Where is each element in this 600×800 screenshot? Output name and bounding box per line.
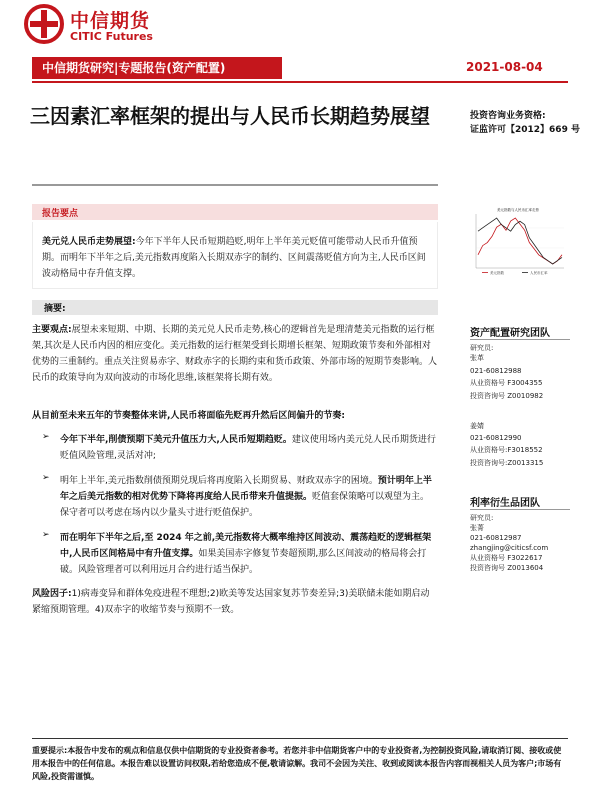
risk-factors-text: 1)病毒变异和群体免疫进程不理想;2)欧美等发达国家复苏节奏差异;3)美联储未能如期启动紧缩预期管理。4)双赤字的收缩节奏与预期不一致。 [32, 589, 430, 615]
bullet-bold: 而在明年下半年之后,至 2024 年之前,美元指数将大概率维持区间波动、震荡趋贬的逻辑框架中,人民币区间格局中有升值支撑。 [60, 533, 432, 559]
summary-lead: 美元兑人民币走势展望: [42, 237, 136, 247]
chart-series-line-0 [478, 218, 562, 264]
footer-divider [32, 738, 568, 739]
abstract-header [32, 300, 438, 315]
bullet-pre: 明年上半年,美元指数削债预期兑现后将再度陷入长期贸易、财政双赤字的困境。 [60, 476, 378, 486]
member-phone: 021-60812987 [470, 534, 522, 542]
title-divider [32, 184, 438, 186]
summary-tag-label: 报告要点 [42, 209, 79, 219]
abstract-header-label: 摘要: [44, 304, 66, 314]
chart-title: 美元指数与人民币汇率走势 [497, 208, 539, 212]
member-cert: 投资咨询号 Z0013604 [470, 564, 544, 572]
bullet-item [60, 432, 438, 464]
bullet-bold: 预计明年上半年之后美元指数的相对优势下降将再度给人民币带来升值提振。 [60, 476, 432, 502]
qualification-value: 证监许可【2012】669 号 [470, 125, 580, 135]
bullet-text: 如果美国赤字修复节奏超预期,那么区间波动的格局将会打破。风险管理者可以利用远月合约进行适当保护。 [60, 549, 427, 575]
report-title: 三因素汇率框架的提出与人民币长期趋势展望 [30, 104, 430, 128]
member-cert: 从业资格号 F3022617 [470, 554, 543, 562]
chart-series-line-1 [478, 218, 562, 264]
disclaimer: 重要提示:本报告中发布的观点和信息仅供中信期货的专业投资者参考。若您并非中信期货客户中的专业投资者,为控制投资风险,请取消订阅、接收或使用本报告中的任何信息。本报告难以设置访问权限,若给您造成不便,敬请谅解。我司不会因为关注、收到或阅读本报告内容而视相关人员为客户;市场有风险,投资需谨慎。 [32, 746, 562, 781]
member-cert: 从业资格号:F3018552 [470, 446, 543, 454]
risk-factors-lead: 风险因子: [32, 589, 72, 599]
report-category-banner: 中信期货研究|专题报告(资产配置) [32, 57, 282, 79]
qualification-label: 投资咨询业务资格: [470, 111, 546, 121]
member-name: 张菁 [470, 524, 484, 532]
member-name: 姜婧 [470, 422, 484, 430]
team2-title: 利率衍生品团队 [470, 498, 540, 509]
member-phone: 021-60812990 [470, 434, 522, 442]
main-viewpoint-lead: 主要观点: [32, 325, 72, 335]
logo-chinese-name: 中信期货 [70, 10, 151, 32]
team1-role: 研究员: [470, 344, 494, 352]
risk-factors [32, 586, 438, 618]
bullet-bold: 今年下半年,削债预期下美元升值压力大,人民币短期趋贬。 [60, 435, 292, 445]
team1-divider [470, 339, 570, 340]
logo-english-name: CITIC Futures [70, 30, 153, 43]
bullet-text: 建议使用场内美元兑人民币期货进行贬值风险管理,灵活对冲; [60, 435, 436, 461]
chart-legend-label: 美元指数 [490, 271, 504, 275]
rhythm-heading: 从目前至未来五年的节奏整体来讲,人民币将面临先贬再升然后区间偏升的节奏: [32, 411, 346, 421]
summary-tag [32, 204, 438, 220]
citic-logo-icon [24, 4, 64, 44]
bullet-arrow-icon: ➢ [42, 432, 50, 442]
bullet-arrow-icon: ➢ [42, 530, 50, 540]
member-cert: 从业资格号 F3004355 [470, 379, 543, 387]
header-divider [32, 81, 568, 83]
main-viewpoint-text: 展望未来短期、中期、长期的美元兑人民币走势,核心的逻辑首先是理清楚美元指数的运行框架,其次是人民币内因的相应变化。美元指数的运行框架受到长期增长框架、短期政策节奏和外部相对优势的三重制约。重点关注贸易赤字、财政赤字的长期约束和货币政策、外部市场的短期节奏影响。人民币的政策导向为双向波动的市场化思维,该框架将长期有效。 [32, 325, 438, 383]
summary-body: 今年下半年人民币短期趋贬,明年上半年美元贬值可能带动人民币升值预期。而明年下半年之后,美元指数再度陷入长期双赤字的制约、区间震荡贬值方向为主,人民币区间波动格局中存升值支撑。 [42, 237, 426, 279]
chart-legend-label: 人民币汇率 [530, 271, 548, 275]
bullet-item [60, 530, 438, 578]
report-date: 2021-08-04 [466, 60, 543, 74]
bullet-text: 贬值套保策略可以观望为主。保守者可以考虑在场内以少量头寸进行贬值保护。 [60, 492, 430, 518]
bullet-item [60, 473, 438, 521]
team2-role: 研究员: [470, 514, 494, 522]
member-cert: 投资咨询号 Z0010982 [470, 392, 544, 400]
bullet-arrow-icon: ➢ [42, 473, 50, 483]
summary-text [42, 234, 430, 282]
exchange-rate-chart [468, 204, 568, 276]
member-email: zhangjing@citicsf.com [470, 544, 549, 552]
member-cert: 投资咨询号:Z0013315 [470, 459, 544, 467]
main-viewpoint [32, 322, 438, 386]
member-phone: 021-60812988 [470, 367, 522, 375]
team2-divider [470, 509, 570, 510]
member-name: 张革 [470, 354, 484, 362]
team1-title: 资产配置研究团队 [470, 328, 550, 339]
